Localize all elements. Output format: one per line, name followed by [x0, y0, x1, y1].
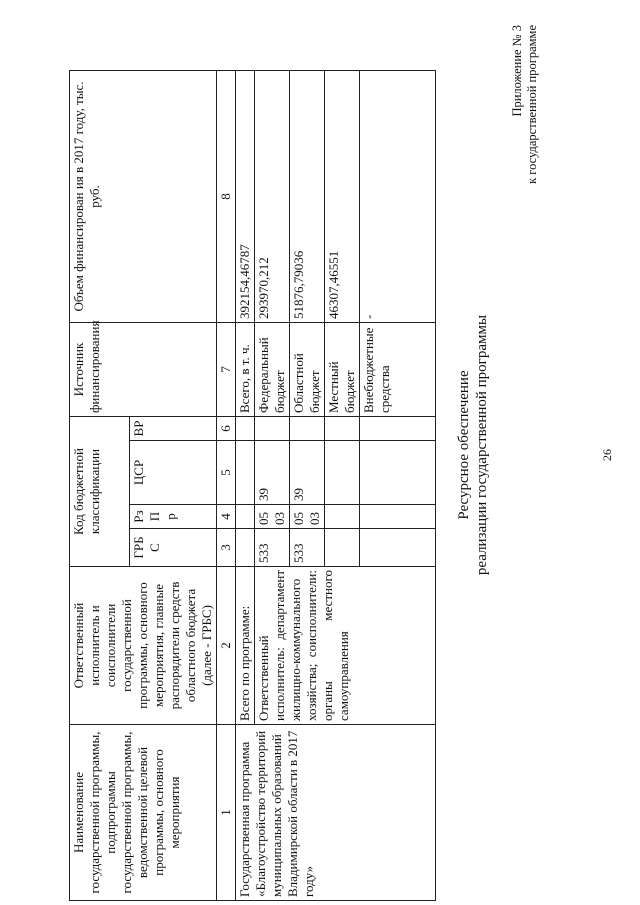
source-cell: Федеральный бюджет — [255, 323, 290, 417]
volume-cell: - — [360, 71, 436, 323]
header-executor: Ответственный исполнитель и соисполнители государственной программы, основного мероприятия, главные распорядители средств областного бюджета (далее - ГРБС) — [70, 567, 217, 725]
volume-cell: 46307,46551 — [325, 71, 360, 323]
resource-table — [69, 70, 436, 901]
col-number: 6 — [217, 417, 236, 441]
header-source: Источник финансирования — [70, 323, 217, 417]
header-grbs: ГРБ С — [129, 529, 216, 567]
appendix-line-2: к государственной программе — [525, 25, 539, 184]
volume-cell: 293970,212 — [255, 71, 290, 323]
vr-cell — [290, 417, 325, 441]
title-line-2: реализации государственной программы — [474, 314, 490, 576]
title-line-1: Ресурсное обеспечение — [456, 370, 472, 520]
header-program-name: Наименование государственной программы, подпрограммы государственной программы, ведомственной целевой программы, основного мероприятия — [70, 725, 217, 901]
header-csr: ЦСР — [129, 441, 216, 505]
program-name-cell: Государственная программа «Благоустройство территорий муниципальных образований Владимирской области в 2017 году» — [236, 725, 436, 901]
table-row — [236, 71, 255, 901]
source-cell: Всего, в т. ч. — [236, 323, 255, 417]
csr-cell: 39 — [290, 441, 325, 505]
col-number: 8 — [217, 71, 236, 323]
header-vr: ВР — [129, 417, 216, 441]
col-number: 7 — [217, 323, 236, 417]
csr-cell: 39 — [255, 441, 290, 505]
header-volume: Объем финансирован ия в 2017 году, тыс. руб. — [70, 71, 217, 323]
header-budget-code: Код бюджетной классификации — [70, 417, 130, 567]
col-number: 4 — [217, 505, 236, 529]
document-title — [455, 165, 491, 725]
col-number: 1 — [217, 725, 236, 901]
appendix-line-1: Приложение № 3 — [510, 25, 524, 117]
grbs-cell: 533 — [255, 529, 290, 567]
col-number: 3 — [217, 529, 236, 567]
executor-detail-cell: Ответственный исполнитель: департамент жилищно-коммунального хозяйства; соисполнители: органы местного самоуправления — [255, 567, 436, 725]
header-row — [70, 71, 130, 901]
volume-cell: 392154,46787 — [236, 71, 255, 323]
col-number: 2 — [217, 567, 236, 725]
volume-cell: 51876,79036 — [290, 71, 325, 323]
source-cell: Областной бюджет — [290, 323, 325, 417]
appendix-label — [510, 25, 540, 345]
grbs-cell: 533 — [290, 529, 325, 567]
page-number: 26 — [600, 449, 614, 461]
rz-cell: 05 03 — [255, 505, 290, 529]
vr-cell — [255, 417, 290, 441]
executor-all-cell: Всего по программе: — [236, 567, 255, 725]
header-rz: Рз П р — [129, 505, 216, 529]
source-cell: Местный бюджет — [325, 323, 360, 417]
source-cell: Внебюджетные средства — [360, 323, 436, 417]
col-number: 5 — [217, 441, 236, 505]
column-numbers-row — [217, 71, 236, 901]
rz-cell: 05 03 — [290, 505, 325, 529]
